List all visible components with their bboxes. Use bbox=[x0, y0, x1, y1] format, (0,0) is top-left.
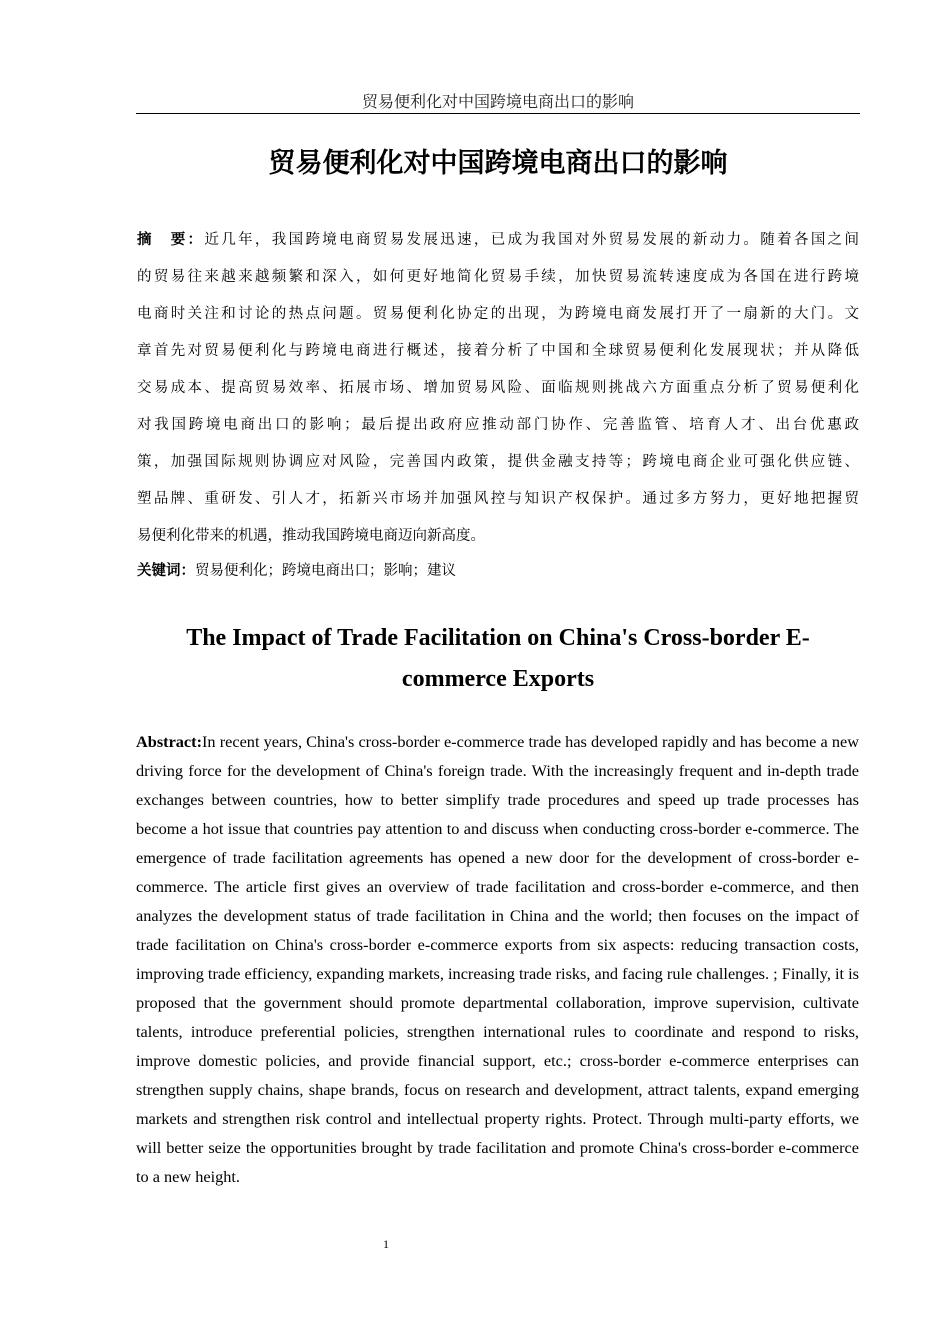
abstract-label-cn: 摘 要： bbox=[137, 232, 205, 248]
running-header: 贸易便利化对中国跨境电商出口的影响 bbox=[136, 91, 860, 114]
chinese-abstract-line: 策，加强国际规则协调应对风险，完善国内政策，提供金融支持等；跨境电商企业可强化供应链、 bbox=[137, 454, 859, 470]
page-number: 1 bbox=[383, 1237, 389, 1251]
keywords-label: 关键词： bbox=[137, 563, 195, 579]
chinese-abstract bbox=[137, 225, 859, 586]
chinese-abstract-line: 的贸易往来越来越频繁和深入，如何更好地简化贸易手续，加快贸易流转速度成为各国在进行跨境 bbox=[137, 269, 859, 285]
english-abstract bbox=[136, 727, 859, 1191]
chinese-abstract-line: 易便利化带来的机遇，推动我国跨境电商迈向新高度。 bbox=[137, 528, 485, 544]
english-title-line-1: The Impact of Trade Facilitation on China's Cross-border E- bbox=[186, 625, 810, 651]
keywords-cn bbox=[137, 556, 859, 586]
chinese-abstract-line: 对我国跨境电商出口的影响；最后提出政府应推动部门协作、完善监管、培育人才、出台优惠政 bbox=[137, 417, 859, 433]
english-title-line-2: commerce Exports bbox=[401, 666, 595, 692]
keywords-text: 贸易便利化；跨境电商出口；影响；建议 bbox=[195, 563, 456, 579]
chinese-abstract-line: 章首先对贸易便利化与跨境电商进行概述，接着分析了中国和全球贸易便利化发展现状；并从降低 bbox=[137, 343, 859, 359]
chinese-abstract-line: 塑品牌、重研发、引人才，拓新兴市场并加强风控与知识产权保护。通过多方努力，更好地把握贸 bbox=[137, 491, 859, 507]
abstract-text-cn: 近几年，我国跨境电商贸易发展迅速，已成为我国对外贸易发展的新动力。随着各国之间 bbox=[204, 232, 859, 248]
chinese-abstract-line: 交易成本、提高贸易效率、拓展市场、增加贸易风险、面临规则挑战六方面重点分析了贸易便利化 bbox=[137, 380, 859, 396]
abstract-label-en: Abstract: bbox=[136, 732, 203, 751]
chinese-title: 贸易便利化对中国跨境电商出口的影响 bbox=[268, 148, 728, 179]
chinese-abstract-line: 电商时关注和讨论的热点问题。贸易便利化协定的出现，为跨境电商发展打开了一扇新的大门。文 bbox=[137, 306, 859, 322]
chinese-abstract-line bbox=[137, 225, 859, 262]
abstract-text-en: In recent years, China's cross-border e-commerce trade has developed rapidly and has become a new driving force for the development of China's foreign trade. With the increasingly frequent and in-depth trade exchanges between countries, how to better simplify trade procedures and speed up trade processes has become a hot issue that countries pay attention to and discuss when conducting cross-border e-commerce. The emergence of trade facilitation agreements has opened a new door for the development of cross-border e-commerce. The article first gives an overview of trade facilitation and cross-border e-commerce, and then analyzes the development status of trade facilitation in China and the world; then focuses on the impact of trade facilitation on China's cross-border e-commerce exports from six aspects: reducing transaction costs, improving trade efficiency, expanding markets, increasing trade risks, and facing rule challenges. ; Finally, it is proposed that the government should promote departmental collaboration, improve supervision, cultivate talents, introduce preferential policies, strengthen international rules to coordinate and respond to risks, improve domestic policies, and provide financial support, etc.; cross-border e-commerce enterprises can strengthen supply chains, shape brands, focus on research and development, attract talents, expand emerging markets and strengthen risk control and intellectual property rights. Protect. Through multi-party efforts, we will better seize the opportunities brought by trade facilitation and promote China's cross-border e-commerce to a new height. bbox=[136, 732, 859, 1186]
english-title bbox=[136, 618, 860, 700]
